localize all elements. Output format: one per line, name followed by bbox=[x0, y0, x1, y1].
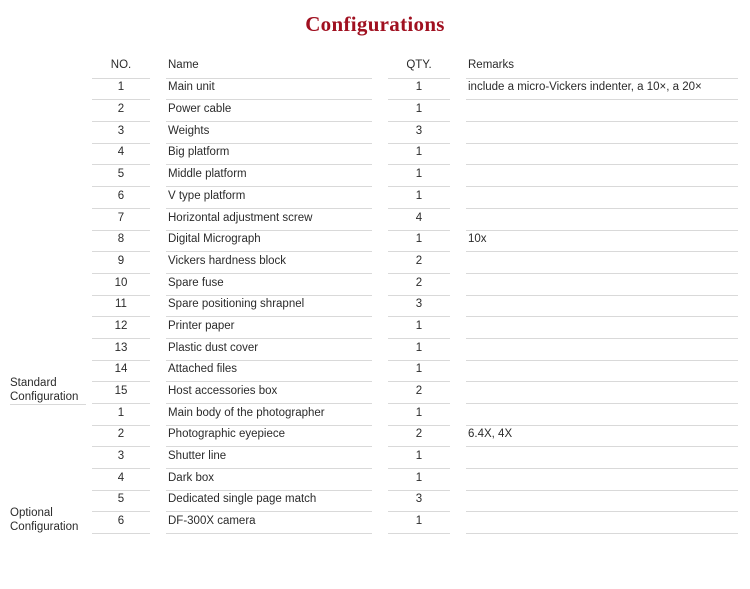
cell-no-text: 11 bbox=[92, 297, 150, 317]
cell-name bbox=[160, 274, 382, 296]
cell-qty bbox=[382, 209, 460, 231]
table-row bbox=[10, 404, 738, 426]
cell-qty-text: 1 bbox=[388, 189, 450, 209]
cell-qty bbox=[382, 274, 460, 296]
cell-remarks-text bbox=[466, 471, 738, 491]
table-row bbox=[10, 122, 738, 144]
cell-remarks bbox=[460, 361, 738, 383]
header-group bbox=[10, 57, 86, 79]
cell-qty bbox=[382, 469, 460, 491]
cell-qty-text: 3 bbox=[388, 297, 450, 317]
table-row bbox=[10, 382, 738, 404]
cell-name bbox=[160, 491, 382, 513]
cell-remarks-text bbox=[466, 102, 738, 122]
header-name: Name bbox=[160, 57, 382, 79]
cell-name bbox=[160, 404, 382, 426]
cell-no bbox=[86, 404, 160, 426]
cell-qty-text: 1 bbox=[388, 471, 450, 491]
cell-remarks bbox=[460, 404, 738, 426]
cell-remarks bbox=[460, 512, 738, 534]
cell-no bbox=[86, 165, 160, 187]
cell-no bbox=[86, 209, 160, 231]
cell-name-text: Middle platform bbox=[166, 167, 372, 187]
cell-qty bbox=[382, 491, 460, 513]
cell-no-text: 9 bbox=[92, 254, 150, 274]
cell-remarks-text bbox=[466, 211, 738, 231]
cell-remarks-text bbox=[466, 362, 738, 382]
cell-name bbox=[160, 209, 382, 231]
cell-no-text: 7 bbox=[92, 211, 150, 231]
cell-name-text: DF-300X camera bbox=[166, 514, 372, 534]
cell-remarks-text bbox=[466, 124, 738, 144]
table-row bbox=[10, 426, 738, 448]
cell-remarks bbox=[460, 491, 738, 513]
group-label-line1: Standard bbox=[10, 376, 57, 389]
cell-remarks bbox=[460, 231, 738, 253]
cell-remarks-text bbox=[466, 167, 738, 187]
table-row bbox=[10, 144, 738, 166]
cell-no bbox=[86, 447, 160, 469]
cell-no-text: 3 bbox=[92, 124, 150, 144]
cell-no bbox=[86, 252, 160, 274]
cell-name-text: Power cable bbox=[166, 102, 372, 122]
cell-remarks bbox=[460, 426, 738, 448]
cell-qty-text: 1 bbox=[388, 514, 450, 534]
cell-no bbox=[86, 231, 160, 253]
cell-name bbox=[160, 296, 382, 318]
cell-remarks bbox=[460, 296, 738, 318]
cell-name-text: Digital Micrograph bbox=[166, 232, 372, 252]
table-row bbox=[10, 187, 738, 209]
cell-name-text: Weights bbox=[166, 124, 372, 144]
cell-remarks bbox=[460, 165, 738, 187]
header-remarks: Remarks bbox=[460, 57, 738, 79]
cell-remarks-text bbox=[466, 254, 738, 274]
cell-remarks-text bbox=[466, 341, 738, 361]
cell-name-text: Big platform bbox=[166, 145, 372, 165]
cell-name bbox=[160, 187, 382, 209]
cell-no bbox=[86, 512, 160, 534]
cell-remarks-text bbox=[466, 319, 738, 339]
cell-no bbox=[86, 491, 160, 513]
cell-qty-text: 2 bbox=[388, 427, 450, 447]
cell-remarks-text bbox=[466, 145, 738, 165]
cell-name-text: Host accessories box bbox=[166, 384, 372, 404]
cell-remarks bbox=[460, 79, 738, 101]
cell-no bbox=[86, 274, 160, 296]
cell-name-text: Attached files bbox=[166, 362, 372, 382]
cell-qty bbox=[382, 296, 460, 318]
table-row bbox=[10, 209, 738, 231]
cell-qty bbox=[382, 382, 460, 404]
cell-no-text: 8 bbox=[92, 232, 150, 252]
cell-no bbox=[86, 122, 160, 144]
cell-remarks bbox=[460, 144, 738, 166]
table-row bbox=[10, 512, 738, 534]
table-row bbox=[10, 165, 738, 187]
cell-qty-text: 2 bbox=[388, 254, 450, 274]
cell-name bbox=[160, 100, 382, 122]
cell-remarks bbox=[460, 122, 738, 144]
cell-qty-text: 2 bbox=[388, 276, 450, 296]
cell-remarks bbox=[460, 209, 738, 231]
cell-qty-text: 1 bbox=[388, 341, 450, 361]
cell-name bbox=[160, 447, 382, 469]
cell-remarks bbox=[460, 187, 738, 209]
cell-name-text: Main unit bbox=[166, 80, 372, 100]
cell-no bbox=[86, 144, 160, 166]
cell-remarks bbox=[460, 382, 738, 404]
cell-no bbox=[86, 426, 160, 448]
cell-qty-text: 4 bbox=[388, 211, 450, 231]
cell-qty bbox=[382, 165, 460, 187]
cell-name-text: V type platform bbox=[166, 189, 372, 209]
cell-name bbox=[160, 426, 382, 448]
cell-qty-text: 2 bbox=[388, 384, 450, 404]
cell-remarks-text bbox=[466, 514, 738, 534]
cell-remarks-text bbox=[466, 406, 738, 426]
cell-name bbox=[160, 231, 382, 253]
header-no: NO. bbox=[86, 57, 160, 79]
cell-no-text: 4 bbox=[92, 471, 150, 491]
cell-qty bbox=[382, 361, 460, 383]
cell-no-text: 4 bbox=[92, 145, 150, 165]
cell-no-text: 2 bbox=[92, 102, 150, 122]
cell-qty bbox=[382, 187, 460, 209]
cell-remarks-text bbox=[466, 492, 738, 512]
cell-qty bbox=[382, 426, 460, 448]
header-qty: QTY. bbox=[382, 57, 460, 79]
table-row bbox=[10, 491, 738, 513]
table-header-row bbox=[10, 57, 738, 79]
table-row bbox=[10, 469, 738, 491]
cell-qty-text: 1 bbox=[388, 102, 450, 122]
cell-no bbox=[86, 361, 160, 383]
cell-qty-text: 1 bbox=[388, 145, 450, 165]
cell-name-text: Dark box bbox=[166, 471, 372, 491]
cell-remarks-text bbox=[466, 449, 738, 469]
table-row bbox=[10, 361, 738, 383]
table-row bbox=[10, 79, 738, 101]
cell-no bbox=[86, 100, 160, 122]
cell-no-text: 2 bbox=[92, 427, 150, 447]
cell-name bbox=[160, 317, 382, 339]
cell-qty bbox=[382, 100, 460, 122]
cell-qty-text: 1 bbox=[388, 167, 450, 187]
cell-no-text: 6 bbox=[92, 514, 150, 534]
cell-qty-text: 1 bbox=[388, 362, 450, 382]
cell-remarks-text bbox=[466, 297, 738, 317]
group-label-line1: Optional bbox=[10, 507, 53, 520]
cell-qty bbox=[382, 252, 460, 274]
cell-name bbox=[160, 79, 382, 101]
cell-name-text: Dedicated single page match bbox=[166, 492, 372, 512]
cell-no-text: 6 bbox=[92, 189, 150, 209]
cell-name-text: Shutter line bbox=[166, 449, 372, 469]
cell-name-text: Main body of the photographer bbox=[166, 406, 372, 426]
cell-no-text: 1 bbox=[92, 406, 150, 426]
cell-remarks bbox=[460, 317, 738, 339]
cell-qty-text: 1 bbox=[388, 319, 450, 339]
table-row bbox=[10, 252, 738, 274]
cell-no bbox=[86, 187, 160, 209]
cell-qty-text: 1 bbox=[388, 406, 450, 426]
cell-qty bbox=[382, 447, 460, 469]
cell-no bbox=[86, 339, 160, 361]
cell-name bbox=[160, 144, 382, 166]
cell-qty-text: 3 bbox=[388, 124, 450, 144]
group-label bbox=[10, 404, 86, 534]
page-title: Configurations bbox=[305, 12, 445, 36]
cell-remarks-text bbox=[466, 189, 738, 209]
table-row bbox=[10, 339, 738, 361]
cell-remarks-text: 10x bbox=[466, 232, 738, 252]
cell-qty bbox=[382, 144, 460, 166]
cell-remarks-text: 6.4X, 4X bbox=[466, 427, 738, 447]
cell-no-text: 12 bbox=[92, 319, 150, 339]
group-label-line2: Configuration bbox=[10, 521, 79, 534]
cell-qty bbox=[382, 231, 460, 253]
cell-name bbox=[160, 252, 382, 274]
cell-name-text: Printer paper bbox=[166, 319, 372, 339]
cell-name-text: Vickers hardness block bbox=[166, 254, 372, 274]
cell-remarks bbox=[460, 100, 738, 122]
cell-no bbox=[86, 79, 160, 101]
cell-qty-text: 1 bbox=[388, 80, 450, 100]
cell-remarks bbox=[460, 274, 738, 296]
cell-name bbox=[160, 512, 382, 534]
cell-no-text: 3 bbox=[92, 449, 150, 469]
cell-no-text: 13 bbox=[92, 341, 150, 361]
cell-qty-text: 1 bbox=[388, 232, 450, 252]
table-row bbox=[10, 296, 738, 318]
cell-qty-text: 3 bbox=[388, 492, 450, 512]
cell-name bbox=[160, 165, 382, 187]
cell-qty bbox=[382, 317, 460, 339]
cell-no bbox=[86, 296, 160, 318]
group-label-line2: Configuration bbox=[10, 390, 79, 403]
cell-remarks-text: include a micro-Vickers indenter, a 10×, a 20× bbox=[466, 80, 738, 100]
cell-qty bbox=[382, 339, 460, 361]
cell-no-text: 10 bbox=[92, 276, 150, 296]
table-row bbox=[10, 274, 738, 296]
cell-remarks-text bbox=[466, 384, 738, 404]
cell-no-text: 15 bbox=[92, 384, 150, 404]
cell-name bbox=[160, 469, 382, 491]
cell-name bbox=[160, 339, 382, 361]
table-row bbox=[10, 317, 738, 339]
cell-name-text: Spare fuse bbox=[166, 276, 372, 296]
cell-remarks bbox=[460, 469, 738, 491]
cell-qty bbox=[382, 512, 460, 534]
table-row bbox=[10, 447, 738, 469]
group-label bbox=[10, 79, 86, 404]
cell-qty bbox=[382, 79, 460, 101]
cell-name-text: Photographic eyepiece bbox=[166, 427, 372, 447]
cell-name bbox=[160, 382, 382, 404]
cell-no bbox=[86, 469, 160, 491]
cell-remarks bbox=[460, 339, 738, 361]
cell-name-text: Plastic dust cover bbox=[166, 341, 372, 361]
cell-name bbox=[160, 361, 382, 383]
cell-remarks bbox=[460, 447, 738, 469]
table-row bbox=[10, 100, 738, 122]
configurations-table bbox=[10, 57, 738, 534]
cell-name bbox=[160, 122, 382, 144]
cell-no-text: 5 bbox=[92, 167, 150, 187]
cell-no bbox=[86, 317, 160, 339]
cell-name-text: Horizontal adjustment screw bbox=[166, 211, 372, 231]
cell-remarks bbox=[460, 252, 738, 274]
cell-qty bbox=[382, 122, 460, 144]
cell-name-text: Spare positioning shrapnel bbox=[166, 297, 372, 317]
cell-remarks-text bbox=[466, 276, 738, 296]
cell-qty-text: 1 bbox=[388, 449, 450, 469]
cell-no bbox=[86, 382, 160, 404]
cell-no-text: 5 bbox=[92, 492, 150, 512]
cell-no-text: 1 bbox=[92, 80, 150, 100]
cell-no-text: 14 bbox=[92, 362, 150, 382]
table-row bbox=[10, 231, 738, 253]
cell-qty bbox=[382, 404, 460, 426]
